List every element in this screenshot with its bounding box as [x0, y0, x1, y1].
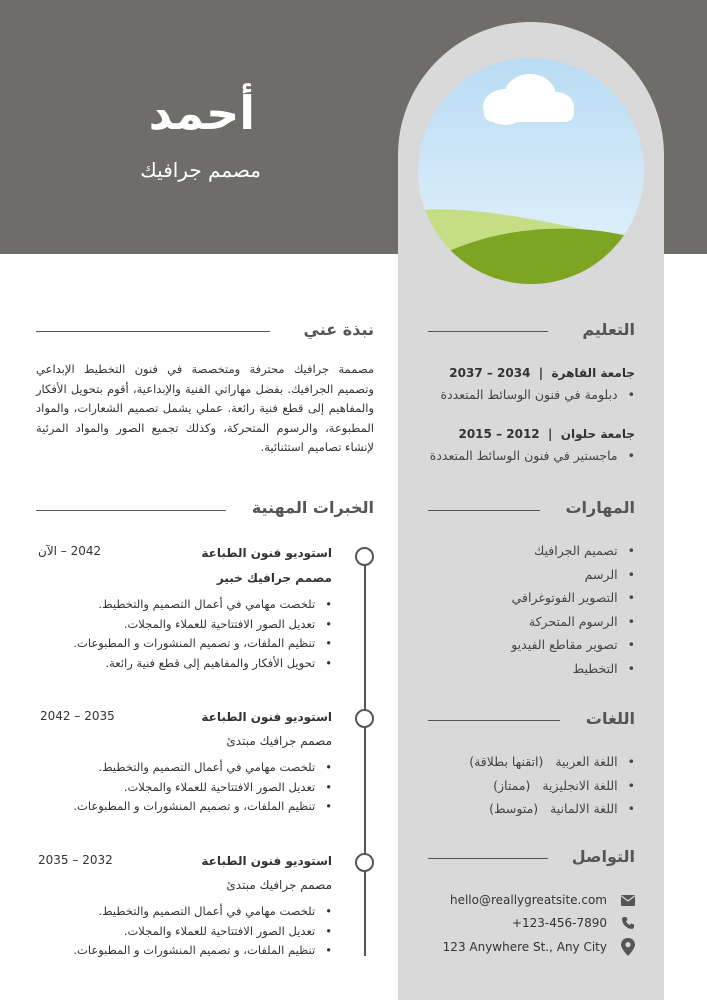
duty-item: • تعديل الصور الافتتاحية للعملاء والمجلات. — [73, 924, 332, 944]
about-heading: نبذة عني — [303, 320, 374, 339]
timeline-dot — [355, 709, 374, 728]
skill-item: • تصوير مقاطع الفيديو — [511, 637, 635, 661]
timeline-dot — [355, 853, 374, 872]
contact-address — [443, 938, 635, 956]
school-years: 2034 – 2037 — [449, 366, 531, 380]
duty-item: • تلخصت مهامي في أعمال التصميم والتخطيط. — [73, 760, 332, 780]
school-name: جامعة القاهرة — [551, 366, 635, 380]
education-entry-2: جامعة حلوان | 2012 – 2015 — [458, 427, 635, 441]
school-name: جامعة حلوان — [560, 427, 635, 441]
experience-divider — [36, 510, 226, 511]
timeline-dot — [355, 547, 374, 566]
timeline-line — [364, 556, 366, 956]
job-role: مصمم جرافيك خبير — [216, 571, 332, 585]
skills-divider — [428, 510, 540, 511]
job-company: استوديو فنون الطباعة — [201, 854, 332, 868]
duty-item: • تلخصت مهامي في أعمال التصميم والتخطيط. — [73, 597, 332, 617]
degree-item: • ماجستير في فنون الوسائط المتعددة — [430, 448, 635, 472]
job-duties — [73, 904, 332, 963]
language-item: • اللغة الانجليزية (ممتاز) — [469, 778, 635, 802]
skill-item: • التخطيط — [511, 661, 635, 685]
education-degree-list — [441, 387, 635, 411]
duty-item: • تنظيم الملفات، و تصميم المنشورات و المطبوعات. — [73, 799, 332, 819]
education-degree-list — [430, 448, 635, 472]
education-heading: التعليم — [582, 320, 635, 339]
about-text: مصممة جرافيك محترفة ومتخصصة في فنون التخطيط الإبداعي وتصميم الجرافيك. بفضل مهاراتي الفنية والإبداعية، أقوم بتحويل الأفكار والمفاهيم إلى قطع فنية رائعة. عملي يشمل تصميم الشعارات، والمواد المطبوعة، والرسوم المتحركة، وكذلك تجميع الصور والمواد المرئية لإنشاء تصاميم استثنائية. — [36, 362, 374, 454]
degree-item: • دبلومة في فنون الوسائط المتعددة — [441, 387, 635, 411]
about-divider — [36, 331, 270, 332]
email-text[interactable]: hello@reallygreatsite.com — [449, 893, 607, 907]
duty-item: • تنظيم الملفات، و تصميم المنشورات و المطبوعات. — [73, 636, 332, 656]
job-company: استوديو فنون الطباعة — [201, 710, 332, 724]
phone-text[interactable]: +123-456-7890 — [511, 916, 607, 930]
skill-item: • الرسوم المتحركة — [511, 614, 635, 638]
experience-heading: الخبرات المهنية — [251, 498, 374, 517]
person-name: أحمد — [148, 86, 255, 140]
job-years: 2042 – الآن — [38, 544, 102, 558]
skill-item: • تصميم الجرافيك — [511, 543, 635, 567]
language-item: • اللغة الالمانية (متوسط) — [469, 801, 635, 825]
contact-divider — [428, 858, 548, 859]
duty-item: • تعديل الصور الافتتاحية للعملاء والمجلات. — [73, 780, 332, 800]
duty-item: • تعديل الصور الافتتاحية للعملاء والمجلات. — [73, 617, 332, 637]
contact-phone — [512, 914, 635, 932]
language-item: • اللغة العربية (اتقنها بطلاقة) — [469, 754, 635, 778]
duty-item: • تنظيم الملفات، و تصميم المنشورات و المطبوعات. — [73, 943, 332, 963]
skills-heading: المهارات — [565, 498, 635, 517]
duty-item: • تلخصت مهامي في أعمال التصميم والتخطيط. — [73, 904, 332, 924]
job-years: 2032 – 2035 — [38, 853, 113, 867]
languages-heading: اللغات — [585, 709, 635, 728]
job-duties — [73, 597, 332, 675]
education-entry-1: جامعة القاهرة | 2034 – 2037 — [449, 366, 635, 380]
location-pin-icon — [621, 938, 635, 956]
skills-list — [511, 543, 635, 684]
contact-email — [450, 891, 635, 909]
job-company: استوديو فنون الطباعة — [201, 546, 332, 560]
skill-item: • الرسم — [511, 567, 635, 591]
job-role: مصمم جرافيك مبتدئ — [226, 878, 332, 892]
job-title: مصمم جرافيك — [140, 158, 261, 182]
duty-item: • تحويل الأفكار والمفاهيم إلى قطع فنية رائعة. — [73, 656, 332, 676]
landscape-image — [418, 58, 644, 284]
phone-icon — [621, 916, 635, 930]
languages-list — [469, 754, 635, 825]
languages-divider — [428, 720, 560, 721]
address-text: 123 Anywhere St., Any City — [442, 940, 607, 954]
envelope-icon — [621, 895, 635, 906]
job-duties — [73, 760, 332, 819]
job-role: مصمم جرافيك مبتدئ — [226, 734, 332, 748]
job-years: 2035 – 2042 — [40, 709, 115, 723]
contact-heading: التواصل — [571, 847, 635, 866]
school-years: 2012 – 2015 — [458, 427, 540, 441]
profile-photo — [418, 58, 644, 284]
education-divider — [428, 331, 548, 332]
skill-item: • التصوير الفوتوغرافي — [511, 590, 635, 614]
